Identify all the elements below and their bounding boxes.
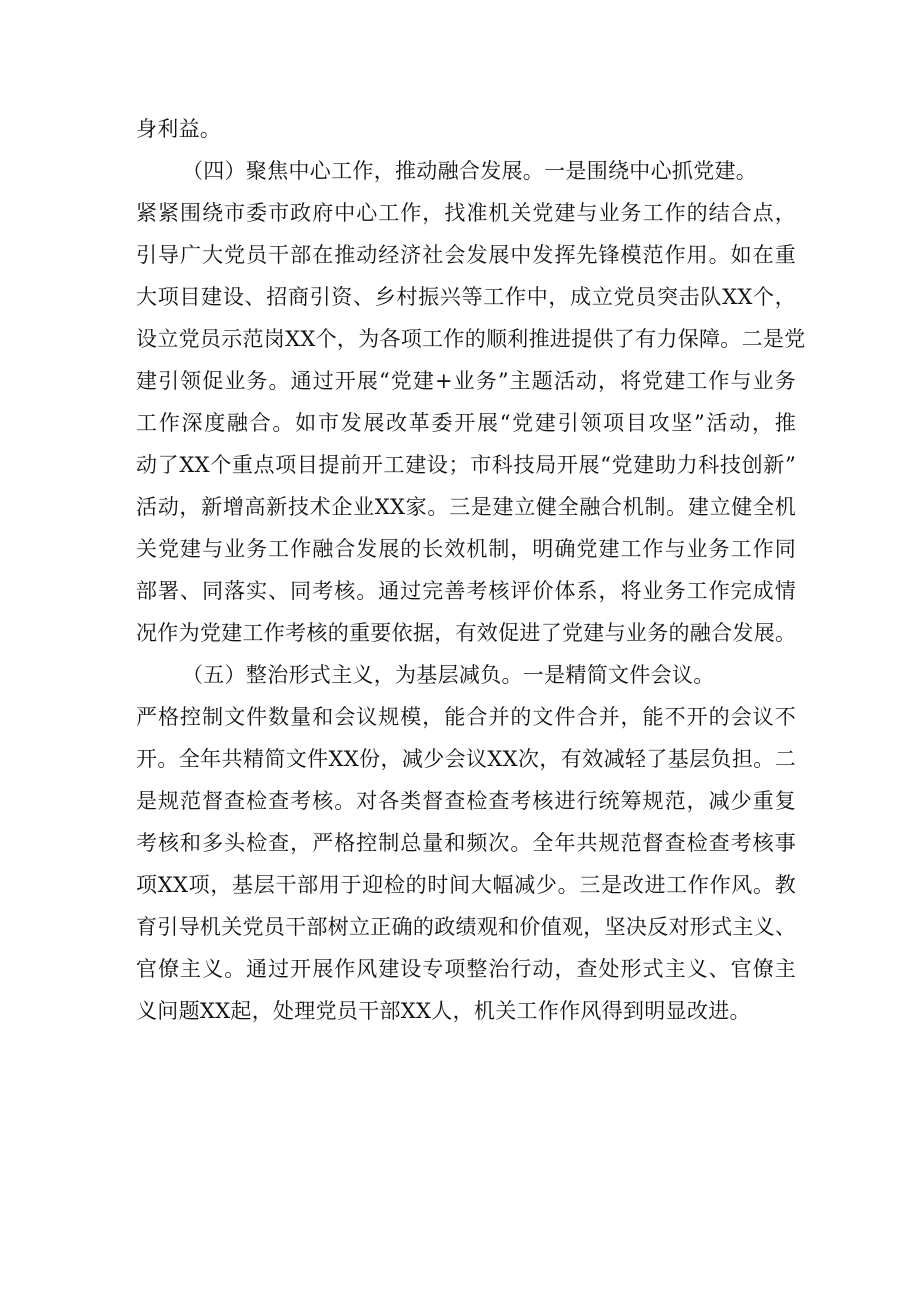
text-line: 开。全年共精简文件XX份，减少会议XX次，有效减轻了基层负担。二 [136,747,796,771]
text-line: 身利益。 [136,117,222,141]
text-line: （四）聚焦中心工作，推动融合发展。一是围绕中心抓党建。 [182,159,758,183]
text-line: 严格控制文件数量和会议规模，能合并的文件合并，能不开的会议不 [136,705,796,729]
text-line: 是规范督查检查考核。对各类督查检查考核进行统筹规范，减少重复 [136,789,796,813]
text-line: 部署、同落实、同考核。通过完善考核评价体系，将业务工作完成情 [136,579,796,603]
text-line: 关党建与业务工作融合发展的长效机制，明确党建工作与业务工作同 [136,537,796,561]
text-line: 动了XX个重点项目提前开工建设；市科技局开展“党建助力科技创新” [136,453,796,477]
text-line: 引导广大党员干部在推动经济社会发展中发挥先锋模范作用。如在重 [136,243,796,267]
text-line: 况作为党建工作考核的重要依据，有效促进了党建与业务的融合发展。 [136,621,797,645]
text-line: 义问题XX起，处理党员干部XX人，机关工作作风得到明显改进。 [136,999,751,1023]
document-body-text [136,108,806,1032]
text-line: 官僚主义。通过开展作风建设专项整治行动，查处形式主义、官僚主 [136,957,796,981]
text-line: 建引领促业务。通过开展“党建+业务”主题活动，将党建工作与业务 [136,369,796,393]
text-line: 大项目建设、招商引资、乡村振兴等工作中，成立党员突击队XX个， [136,285,796,309]
text-line: 设立党员示范岗XX个，为各项工作的顺利推进提供了有力保障。二是党 [136,327,806,351]
text-line: （五）整治形式主义，为基层减负。一是精简文件会议。 [182,663,715,687]
text-line: 工作深度融合。如市发展改革委开展“党建引领项目攻坚”活动，推 [136,411,796,435]
text-line: 活动，新增高新技术企业XX家。三是建立健全融合机制。建立健全机 [136,495,796,519]
text-line: 育引导机关党员干部树立正确的政绩观和价值观，坚决反对形式主义、 [136,915,797,939]
text-line: 项XX项，基层干部用于迎检的时间大幅减少。三是改进工作作风。教 [136,873,796,897]
text-line: 考核和多头检查，严格控制总量和频次。全年共规范督查检查考核事 [136,831,796,855]
text-line: 紧紧围绕市委市政府中心工作，找准机关党建与业务工作的结合点， [136,201,796,225]
